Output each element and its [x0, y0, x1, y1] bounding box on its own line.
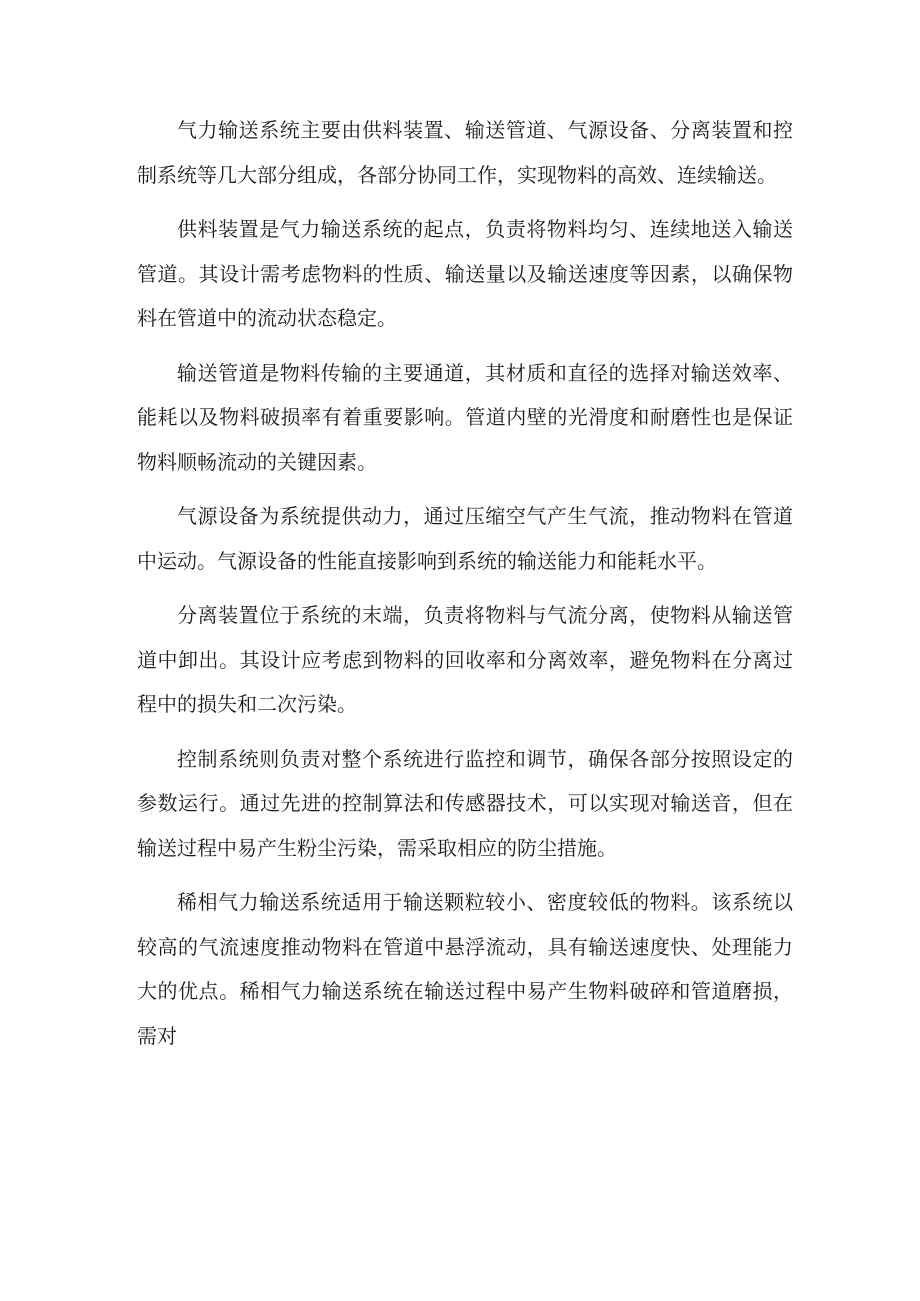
document-body [137, 108, 793, 1068]
paragraph-conveying-pipeline: 输送管道是物料传输的主要通道，其材质和直径的选择对输送效率、能耗以及物料破损率有着重要影响。管道内壁的光滑度和耐磨性也是保证物料顺畅流动的关键因素。 [137, 360, 793, 474]
paragraph-air-source-equipment: 气源设备为系统提供动力，通过压缩空气产生气流，推动物料在管道中运动。气源设备的性能直接影响到系统的输送能力和能耗水平。 [137, 504, 793, 573]
paragraph-separation-device: 分离装置位于系统的末端，负责将物料与气流分离，使物料从输送管道中卸出。其设计应考虑到物料的回收率和分离效率，避免物料在分离过程中的损失和二次污染。 [137, 603, 793, 716]
paragraph-dilute-phase-system: 稀相气力输送系统适用于输送颗粒较小、密度较低的物料。该系统以较高的气流速度推动物料在管道中悬浮流动，具有输送速度快、处理能力大的优点。稀相气力输送系统在输送过程中易产生物料破碎和管道磨损，需对 [137, 890, 793, 1048]
paragraph-feeding-device: 供料装置是气力输送系统的起点，负责将物料均匀、连续地送入输送管道。其设计需考虑物料的性质、输送量以及输送速度等因素，以确保物料在管道中的流动状态稳定。 [137, 217, 793, 330]
paragraph-system-composition: 气力输送系统主要由供料装置、输送管道、气源设备、分离装置和控制系统等几大部分组成，各部分协同工作，实现物料的高效、连续输送。 [137, 118, 793, 187]
paragraph-control-system: 控制系统则负责对整个系统进行监控和调节，确保各部分按照设定的参数运行。通过先进的控制算法和传感器技术，可以实现对输送音，但在输送过程中易产生粉尘污染，需采取相应的防尘措施。 [137, 746, 793, 860]
